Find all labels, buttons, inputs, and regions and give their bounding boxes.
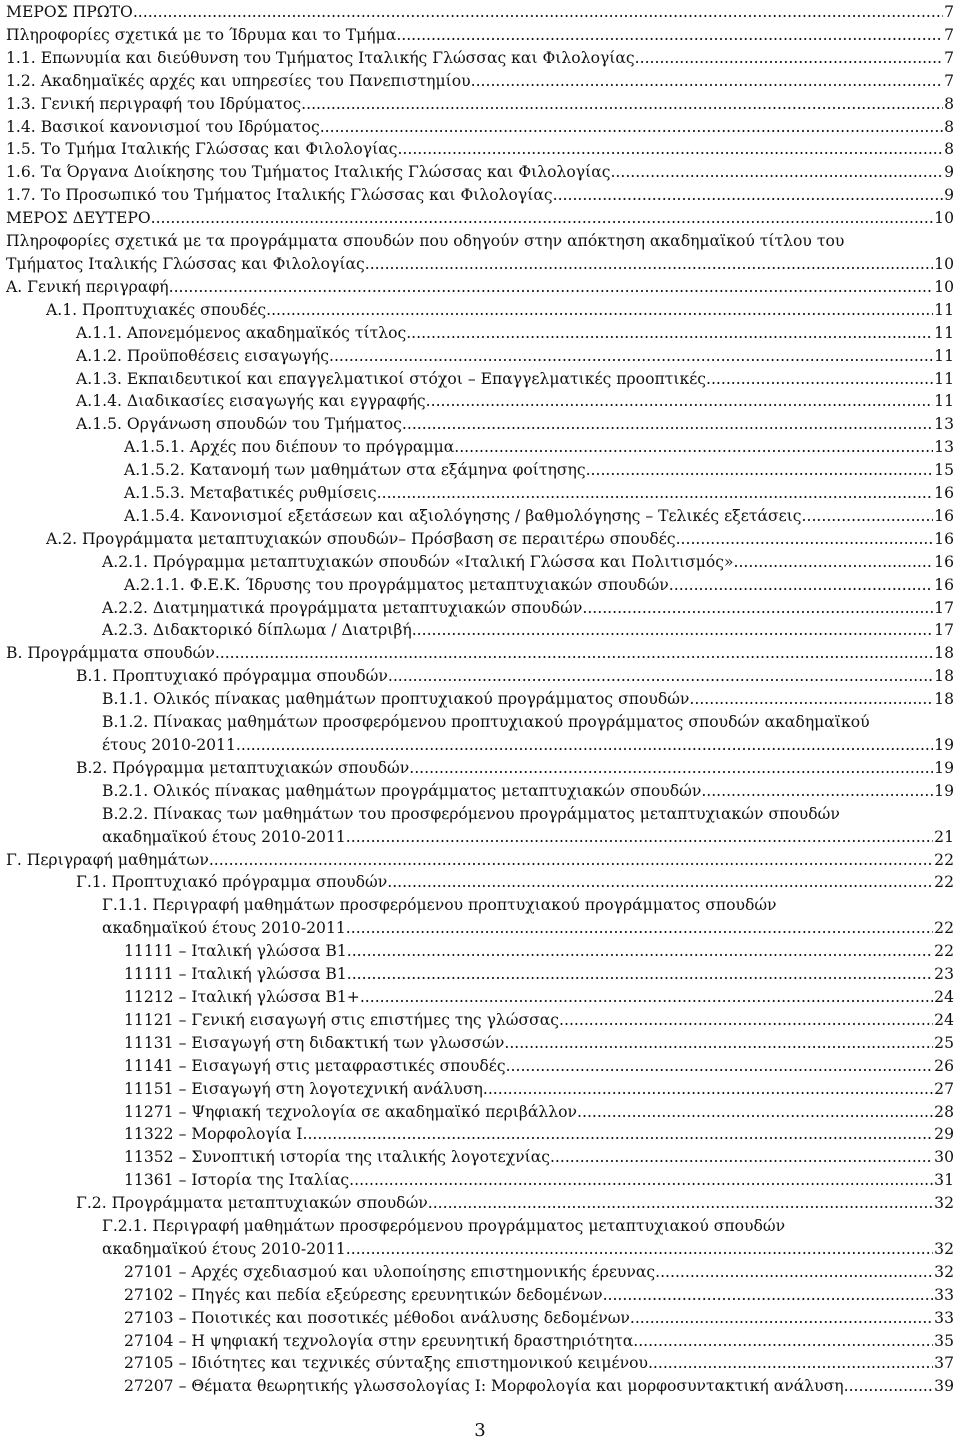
toc-leader-dots	[655, 1261, 933, 1284]
toc-entry-page: 8	[944, 140, 954, 159]
toc-entry-title: Α.2.1.1. Φ.Ε.Κ. Ίδρυσης του προγράμματος μεταπτυχιακών σπουδών	[124, 575, 669, 594]
toc-entry-title: 1.3. Γενική περιγραφή του Ιδρύματος	[6, 94, 302, 113]
toc-entry-title: ακαδημαϊκού έτους 2010-2011	[102, 919, 346, 938]
toc-entry[interactable]	[6, 757, 954, 780]
toc-leader-dots	[844, 1375, 934, 1398]
toc-entry[interactable]	[6, 390, 954, 413]
toc-entry-page: 10	[934, 209, 954, 228]
toc-entry-title: 1.4. Βασικοί κανονισμοί του Ιδρύματος	[6, 117, 320, 136]
toc-entry-page: 15	[934, 461, 954, 480]
toc-entry[interactable]	[6, 345, 954, 368]
toc-entry[interactable]	[6, 70, 954, 93]
toc-entry-page: 11	[934, 300, 954, 319]
toc-entry[interactable]	[6, 871, 954, 894]
toc-leader-dots	[610, 161, 943, 184]
toc-entry[interactable]	[6, 505, 954, 528]
toc-entry-title: 11271 – Ψηφιακή τεχνολογία σε ακαδημαϊκό περιβάλλον	[124, 1102, 578, 1121]
toc-leader-dots	[396, 24, 943, 47]
toc-leader-dots	[387, 871, 933, 894]
toc-leader-dots	[802, 505, 934, 528]
toc-entry-page: 26	[934, 1056, 954, 1075]
toc-entry-title: 27103 – Ποιοτικές και ποσοτικές μέθοδοι ανάλυσης δεδομένων	[124, 1308, 630, 1327]
toc-entry-title-line1: Β.1.2. Πίνακας μαθημάτων προσφερόμενου προπτυχιακού προγράμματος σπουδών ακαδημαϊκού	[102, 713, 870, 732]
toc-entry-title: Γ.2. Προγράμματα μεταπτυχιακών σπουδών	[76, 1194, 428, 1213]
toc-entry-title: ακαδημαϊκού έτους 2010-2011	[102, 827, 346, 846]
toc-entry[interactable]	[6, 1261, 954, 1284]
toc-entry[interactable]	[6, 986, 954, 1009]
toc-entry[interactable]	[6, 368, 954, 391]
toc-entry-title: 1.1. Επωνυμία και διεύθυνση του Τμήματος Ιταλικής Γλώσσας και Φιλολογίας	[6, 48, 635, 67]
toc-entry-page: 29	[934, 1125, 954, 1144]
toc-entry-page: 13	[934, 415, 954, 434]
toc-entry-page: 28	[934, 1102, 954, 1121]
toc-entry[interactable]	[6, 1032, 954, 1055]
toc-entry[interactable]	[6, 116, 954, 139]
toc-entry-title: Γ. Περιγραφή μαθημάτων	[6, 850, 209, 869]
toc-leader-dots	[329, 345, 933, 368]
toc-leader-dots	[706, 368, 933, 391]
toc-entry-page: 8	[944, 94, 954, 113]
toc-entry[interactable]	[6, 574, 954, 597]
toc-leader-dots	[471, 70, 943, 93]
toc-entry[interactable]	[6, 230, 954, 276]
toc-leader-dots	[320, 116, 943, 139]
page-number: 3	[474, 1420, 486, 1441]
toc-leader-dots	[550, 1146, 933, 1169]
toc-leader-dots	[406, 322, 933, 345]
toc-entry-title-line1: Πληροφορίες σχετικά με τα προγράμματα σπουδών που οδηγούν στην απόκτηση ακαδημαϊκού τίτλου του	[6, 232, 845, 251]
toc-entry-page: 13	[934, 438, 954, 457]
toc-entry-page: 19	[934, 736, 954, 754]
toc-leader-dots	[303, 1123, 934, 1146]
toc-leader-dots	[689, 688, 933, 711]
toc-entry-title: 11212 – Ιταλική γλώσσα Β1+	[124, 987, 360, 1006]
toc-entry-page: 8	[944, 117, 954, 136]
toc-leader-dots	[669, 574, 933, 597]
toc-entry[interactable]	[6, 1146, 954, 1169]
toc-entry-title: Β. Προγράμματα σπουδών	[6, 644, 215, 663]
toc-leader-dots	[635, 47, 943, 70]
toc-entry-title: Α.1.5.2. Κατανομή των μαθημάτων στα εξάμηνα φοίτησης	[124, 461, 586, 480]
toc-leader-dots	[169, 276, 934, 299]
toc-entry-page: 16	[934, 529, 954, 548]
toc-entry-page: 16	[934, 552, 954, 571]
toc-leader-dots	[346, 1238, 933, 1261]
toc-leader-dots	[209, 849, 933, 872]
toc-leader-dots	[633, 1330, 933, 1353]
toc-entry-title: Α.2. Προγράμματα μεταπτυχιακών σπουδών– Πρόσβαση σε περαιτέρω σπουδές	[46, 529, 676, 548]
toc-entry[interactable]	[6, 1375, 954, 1398]
toc-entry-page: 11	[934, 323, 954, 342]
toc-entry[interactable]	[6, 963, 954, 986]
toc-entry-title: 11151 – Εισαγωγή στη λογοτεχνική ανάλυση	[124, 1079, 483, 1098]
toc-entry-page: 19	[934, 781, 954, 800]
toc-leader-dots	[360, 986, 933, 1009]
toc-leader-dots	[586, 459, 934, 482]
toc-entry-page: 23	[934, 965, 954, 984]
toc-entry-page: 22	[934, 850, 954, 869]
toc-entry-page: 35	[934, 1331, 954, 1350]
toc-leader-dots	[133, 1, 943, 24]
toc-leader-dots	[402, 413, 933, 436]
toc-entry-page: 16	[934, 575, 954, 594]
toc-leader-dots	[553, 184, 943, 207]
toc-entry-page: 10	[934, 277, 954, 296]
toc-entry-title: Α.1. Προπτυχιακές σπουδές	[46, 300, 267, 319]
toc-leader-dots	[648, 1352, 933, 1375]
toc-entry-title: 27105 – Ιδιότητες και τεχνικές σύνταξης επιστημονικού κειμένου	[124, 1354, 648, 1373]
toc-entry[interactable]	[6, 1284, 954, 1307]
toc-entry-title: Τμήματος Ιταλικής Γλώσσας και Φιλολογίας	[6, 254, 365, 273]
toc-entry[interactable]	[6, 1215, 954, 1261]
toc-entry-title: Α.1.3. Εκπαιδευτικοί και επαγγελματικοί στόχοι – Επαγγελματικές προοπτικές	[76, 369, 707, 388]
toc-leader-dots	[426, 390, 933, 413]
toc-entry-page: 10	[934, 254, 954, 273]
toc-entry-title: 27102 – Πηγές και πεδία εξεύρεσης ερευνητικών δεδομένων	[124, 1285, 603, 1304]
toc-entry-title: Β.1. Προπτυχιακό πρόγραμμα σπουδών	[76, 667, 388, 686]
toc-entry[interactable]	[6, 47, 954, 70]
toc-leader-dots	[603, 1284, 934, 1307]
toc-entry[interactable]	[6, 1, 954, 24]
toc-entry[interactable]	[6, 619, 954, 642]
toc-entry-page: 19	[934, 758, 954, 777]
toc-entry-page: 7	[944, 25, 954, 44]
toc-leader-dots	[734, 551, 934, 574]
toc-entry[interactable]	[6, 482, 954, 505]
toc-leader-dots	[582, 597, 933, 620]
toc-entry[interactable]	[6, 1330, 954, 1353]
toc-entry[interactable]	[6, 93, 954, 116]
toc-entry-title: Α.2.2. Διατμηματικά προγράμματα μεταπτυχιακών σπουδών	[102, 598, 583, 617]
toc-entry[interactable]	[6, 688, 954, 711]
toc-entry[interactable]	[6, 24, 954, 47]
toc-entry-page: 7	[944, 48, 954, 67]
toc-entry[interactable]	[6, 665, 954, 688]
toc-entry[interactable]	[6, 1169, 954, 1192]
toc-entry-page: 31	[934, 1171, 954, 1190]
toc-entry-page: 18	[934, 690, 954, 709]
toc-entry-page: 24	[934, 1010, 954, 1029]
toc-entry[interactable]	[6, 322, 954, 345]
toc-entry-title: έτους 2010-2011	[102, 736, 236, 754]
toc-entry-page: 18	[934, 667, 954, 686]
toc-leader-dots	[377, 482, 933, 505]
toc-entry-page: 9	[944, 163, 954, 182]
toc-entry[interactable]	[6, 161, 954, 184]
toc-leader-dots	[388, 665, 933, 688]
toc-entry-page: 16	[934, 506, 954, 525]
toc-leader-dots	[676, 528, 934, 551]
toc-entry[interactable]	[6, 459, 954, 482]
toc-entry[interactable]	[6, 138, 954, 161]
toc-entry-title-line1: Γ.2.1. Περιγραφή μαθημάτων προσφερόμενου προγράμματος μεταπτυχιακού σπουδών	[102, 1217, 786, 1236]
toc-entry-page: 7	[944, 3, 954, 21]
toc-entry-title: Α.1.2. Προϋποθέσεις εισαγωγής	[76, 346, 329, 365]
toc-entry[interactable]	[6, 849, 954, 872]
toc-leader-dots	[365, 253, 933, 276]
toc-leader-dots	[236, 734, 933, 757]
toc-entry-page: 17	[934, 621, 954, 640]
toc-entry-page: 22	[934, 919, 954, 938]
toc-entry[interactable]	[6, 780, 954, 803]
toc-entry-page: 7	[944, 71, 954, 90]
toc-entry[interactable]	[6, 207, 954, 230]
toc-leader-dots	[347, 940, 933, 963]
toc-entry[interactable]	[6, 551, 954, 574]
toc-entry-title: 27104 – Η ψηφιακή τεχνολογία στην ερευνητική δραστηριότητα	[124, 1331, 634, 1350]
toc-leader-dots	[559, 1009, 933, 1032]
toc-entry-title: Β.1.1. Ολικός πίνακας μαθημάτων προπτυχιακού προγράμματος σπουδών	[102, 690, 690, 709]
toc-entry-page: 39	[934, 1377, 954, 1396]
toc-leader-dots	[701, 780, 933, 803]
toc-entry[interactable]	[6, 803, 954, 849]
toc-entry-title: 1.5. Το Τμήμα Ιταλικής Γλώσσας και Φιλολογίας	[6, 140, 398, 159]
toc-entry-title: 1.7. Το Προσωπικό του Τμήματος Ιταλικής Γλώσσας και Φιλολογίας	[6, 186, 553, 205]
toc-entry-page: 30	[934, 1148, 954, 1167]
toc-entry[interactable]	[6, 1352, 954, 1375]
toc-entry-title: 11361 – Ιστορία της Ιταλίας	[124, 1171, 350, 1190]
toc-entry-title: Α. Γενική περιγραφή	[6, 277, 169, 296]
toc-entry-title-line1: Γ.1.1. Περιγραφή μαθημάτων προσφερόμενου προπτυχιακού προγράμματος σπουδών	[102, 896, 777, 915]
toc-entry-title: Α.2.3. Διδακτορικό δίπλωμα / Διατριβή	[102, 621, 412, 640]
toc-entry-title: 11352 – Συνοπτική ιστορία της ιταλικής λογοτεχνίας	[124, 1148, 550, 1167]
toc-entry-page: 22	[934, 873, 954, 892]
toc-leader-dots	[346, 826, 933, 849]
toc-entry-page: 37	[934, 1354, 954, 1373]
toc-entry-page: 22	[934, 942, 954, 961]
toc-entry-title: Α.1.5.4. Κανονισμοί εξετάσεων και αξιολόγησης / βαθμολόγησης – Τελικές εξετάσεις	[124, 506, 802, 525]
toc-entry[interactable]	[6, 940, 954, 963]
toc-entry-title: 11111 – Ιταλική γλώσσα Β1	[124, 942, 347, 961]
toc-entry-page: 27	[934, 1079, 954, 1098]
toc-entry-title: Α.1.1. Απονεμόμενος ακαδημαϊκός τίτλος	[76, 323, 407, 342]
toc-entry[interactable]	[6, 1123, 954, 1146]
toc-leader-dots	[347, 963, 933, 986]
toc-entry-title: ΜΕΡΟΣ ΠΡΩΤΟ	[6, 3, 133, 21]
toc-entry-title: Β.2. Πρόγραμμα μεταπτυχιακών σπουδών	[76, 758, 410, 777]
toc-entry[interactable]	[6, 1192, 954, 1215]
toc-entry[interactable]	[6, 299, 954, 322]
toc-leader-dots	[349, 1169, 933, 1192]
toc-entry[interactable]	[6, 1055, 954, 1078]
toc-entry[interactable]	[6, 436, 954, 459]
toc-entry-page: 16	[934, 484, 954, 503]
toc-entry-page: 32	[934, 1194, 954, 1213]
toc-entry-title: Α.1.4. Διαδικασίες εισαγωγής και εγγραφής	[76, 392, 426, 411]
toc-leader-dots	[630, 1307, 933, 1330]
toc-entry[interactable]	[6, 528, 954, 551]
toc-leader-dots	[151, 207, 934, 230]
toc-entry-page: 25	[934, 1033, 954, 1052]
toc-entry[interactable]	[6, 184, 954, 207]
toc-entry-title: ακαδημαϊκού έτους 2010-2011	[102, 1239, 346, 1258]
toc-entry[interactable]	[6, 597, 954, 620]
toc-entry-title: Β.2.1. Ολικός πίνακας μαθημάτων προγράμματος μεταπτυχιακών σπουδών	[102, 781, 702, 800]
toc-entry[interactable]	[6, 276, 954, 299]
toc-leader-dots	[506, 1055, 934, 1078]
toc-entry-page: 11	[934, 346, 954, 365]
toc-entry-page: 11	[934, 369, 954, 388]
toc-entry-page: 21	[934, 827, 954, 846]
toc-entry-title: Γ.1. Προπτυχιακό πρόγραμμα σπουδών	[76, 873, 388, 892]
toc-leader-dots	[409, 757, 933, 780]
toc-entry[interactable]	[6, 642, 954, 665]
toc-entry-title: Πληροφορίες σχετικά με το Ίδρυμα και το Τμήμα	[6, 25, 397, 44]
toc-entry-page: 9	[944, 186, 954, 205]
toc-leader-dots	[577, 1101, 933, 1124]
toc-entry-page: 11	[934, 392, 954, 411]
toc-entry-title: 27101 – Αρχές σχεδιασμού και υλοποίησης επιστημονικής έρευνας	[124, 1262, 656, 1281]
toc-entry-title: 11131 – Εισαγωγή στη διδακτική των γλωσσών	[124, 1033, 505, 1052]
toc-leader-dots	[301, 93, 943, 116]
toc-entry-page: 33	[934, 1308, 954, 1327]
toc-entry-title: 11121 – Γενική εισαγωγή στις επιστήμες της γλώσσας	[124, 1010, 560, 1029]
toc-entry-title: Α.1.5.1. Αρχές που διέπουν το πρόγραμμα	[124, 438, 455, 457]
toc-entry[interactable]	[6, 711, 954, 757]
toc-leader-dots	[454, 436, 933, 459]
toc-leader-dots	[215, 642, 933, 665]
toc-leader-dots	[504, 1032, 933, 1055]
toc-entry-title: 11141 – Εισαγωγή στις μεταφραστικές σπουδές	[124, 1056, 506, 1075]
toc-entry-title: Α.1.5.3. Μεταβατικές ρυθμίσεις	[124, 484, 377, 503]
toc-entry-title: Α.2.1. Πρόγραμμα μεταπτυχιακών σπουδών «Ιταλική Γλώσσα και Πολιτισμός»	[102, 552, 734, 571]
toc-leader-dots	[483, 1078, 933, 1101]
toc-entry-title: 11111 – Ιταλική γλώσσα Β1	[124, 965, 347, 984]
toc-leader-dots	[346, 917, 933, 940]
toc-entry-page: 18	[934, 644, 954, 663]
toc-entry[interactable]	[6, 894, 954, 940]
toc-entry-page: 32	[934, 1239, 954, 1258]
toc-entry-title: 1.2. Ακαδημαϊκές αρχές και υπηρεσίες του Πανεπιστημίου	[6, 71, 471, 90]
toc-entry[interactable]	[6, 413, 954, 436]
toc-entry-title: 11322 – Μορφολογία Ι	[124, 1125, 303, 1144]
toc-entry-title: 1.6. Τα Όργανα Διοίκησης του Τμήματος Ιταλικής Γλώσσας και Φιλολογίας	[6, 163, 611, 182]
toc-entry-page: 33	[934, 1285, 954, 1304]
toc-entry-title: ΜΕΡΟΣ ΔΕΥΤΕΡΟ	[6, 209, 151, 228]
toc-leader-dots	[397, 138, 943, 161]
toc-entry[interactable]	[6, 1307, 954, 1330]
toc-entry-title: 27207 – Θέματα θεωρητικής γλωσσολογίας Ι: Μορφολογία και μορφοσυντακτική ανάλυση	[124, 1377, 844, 1396]
toc-entry-title-line1: Β.2.2. Πίνακας των μαθημάτων του προσφερόμενου προγράμματος μεταπτυχιακών σπουδών	[102, 804, 840, 823]
toc-leader-dots	[428, 1192, 933, 1215]
toc-entry-page: 32	[934, 1262, 954, 1281]
toc-entry[interactable]	[6, 1078, 954, 1101]
toc-entry[interactable]	[6, 1009, 954, 1032]
toc-leader-dots	[266, 299, 933, 322]
toc-leader-dots	[412, 619, 933, 642]
toc-entry-page: 24	[934, 987, 954, 1006]
toc-entry-title: Α.1.5. Οργάνωση σπουδών του Τμήματος	[76, 415, 402, 434]
toc-entry-page: 17	[934, 598, 954, 617]
toc-entry[interactable]	[6, 1101, 954, 1124]
